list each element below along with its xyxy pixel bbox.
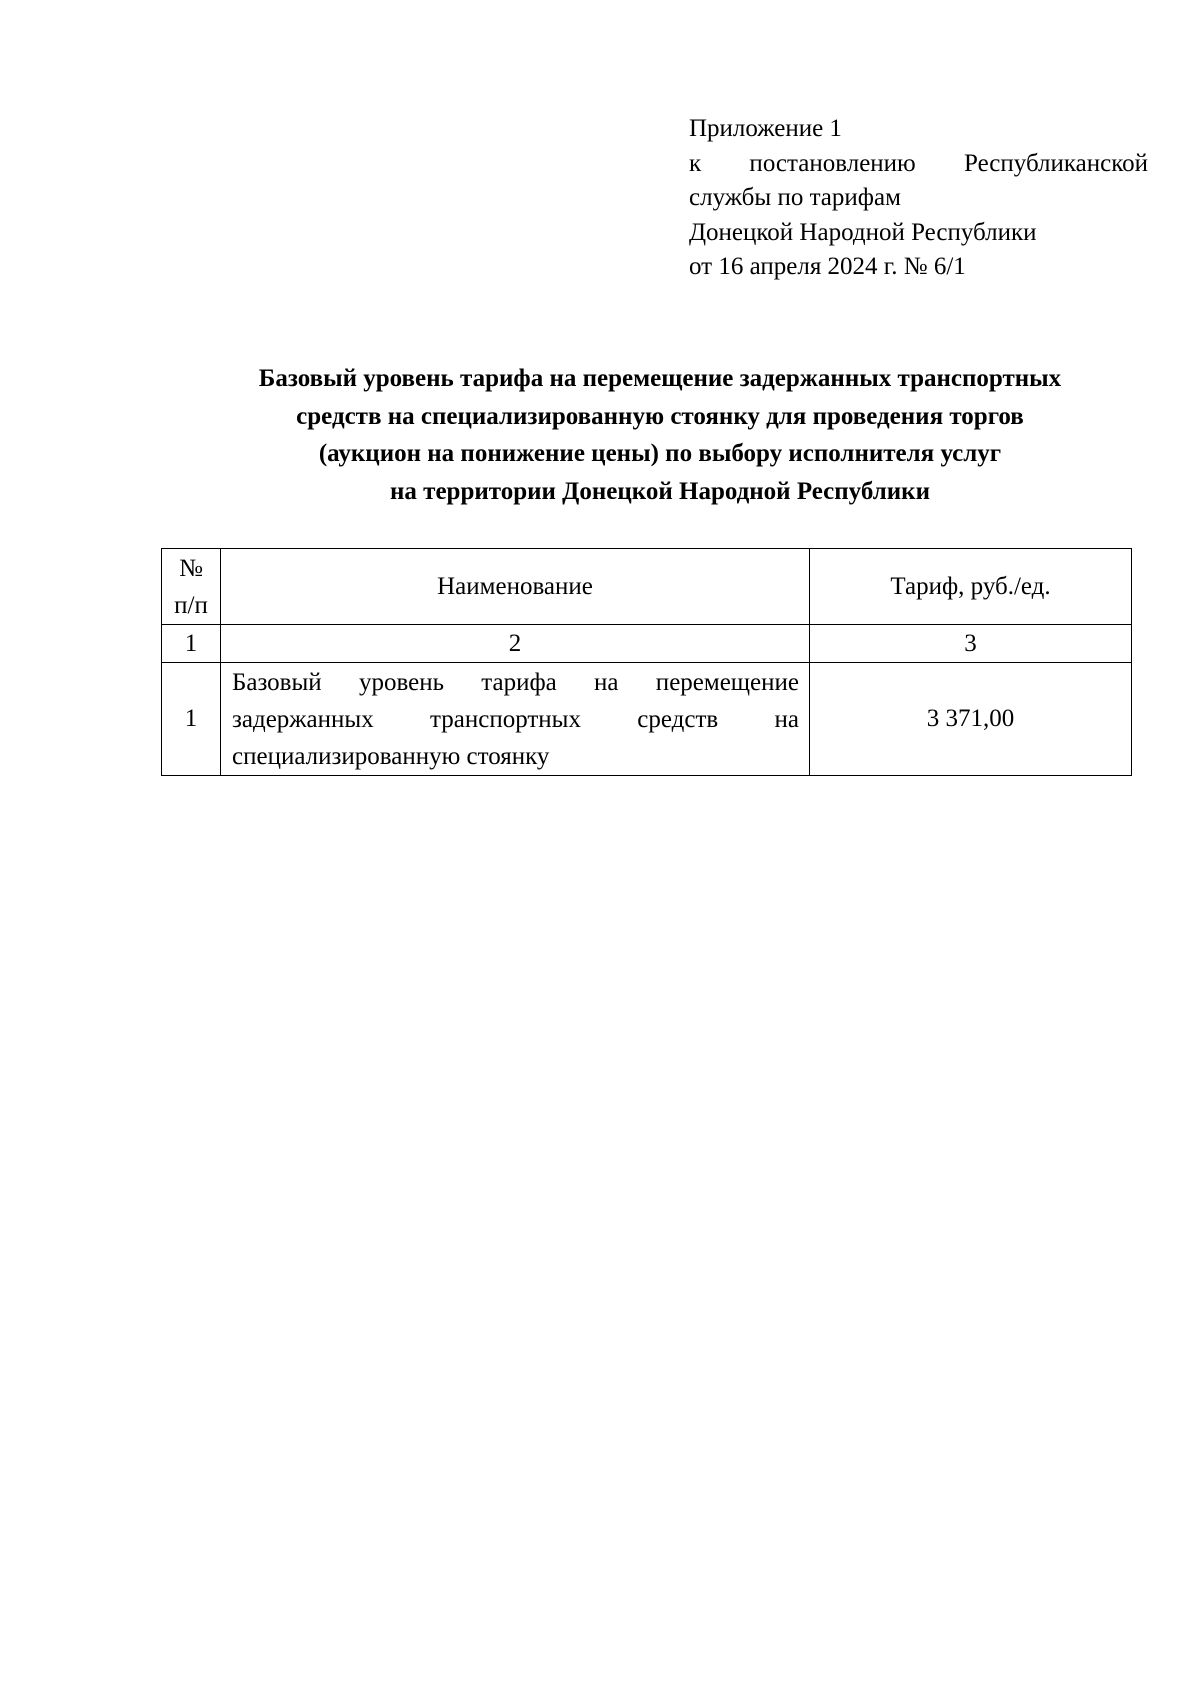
- column-index-2: 2: [221, 625, 810, 663]
- title-line-3: (аукцион на понижение цены) по выбору исполнителя услуг: [318, 440, 1002, 467]
- header-number-symbol: №: [179, 554, 203, 582]
- row-name-cell: Базовый уровень тарифа на перемещение задержанных транспортных средств на специализированную стоянку: [221, 663, 810, 776]
- row-number-cell: 1: [162, 663, 221, 776]
- header-number-cell: [162, 549, 221, 625]
- table-column-index-row: [162, 625, 1132, 663]
- column-index-1: 1: [162, 625, 221, 663]
- appendix-header: [689, 112, 1148, 285]
- row-tariff-cell: 3 371,00: [810, 663, 1132, 776]
- header-name-cell: Наименование: [221, 549, 810, 625]
- title-line-1: Базовый уровень тарифа на перемещение задержанных транспортных: [258, 365, 1062, 392]
- appendix-number: Приложение 1: [689, 115, 842, 142]
- appendix-resolution-line: к постановлению Республиканской: [689, 149, 1148, 177]
- table-row: [162, 663, 1132, 776]
- appendix-date-line: от 16 апреля 2024 г. № 6/1: [689, 253, 966, 280]
- appendix-republic-line: Донецкой Народной Республики: [689, 218, 1037, 246]
- column-index-3: 3: [810, 625, 1132, 663]
- table-header-row: [162, 549, 1132, 625]
- tariff-table: [161, 548, 1132, 776]
- title-line-2: средств на специализированную стоянку для проведения торгов: [296, 402, 1024, 430]
- header-number-abbrev: п/п: [174, 591, 208, 619]
- title-line-4: на территории Донецкой Народной Республики: [390, 477, 930, 505]
- document-title: [130, 360, 1190, 510]
- appendix-service-line: службы по тарифам: [689, 184, 901, 211]
- header-tariff-cell: Тариф, руб./ед.: [810, 549, 1132, 625]
